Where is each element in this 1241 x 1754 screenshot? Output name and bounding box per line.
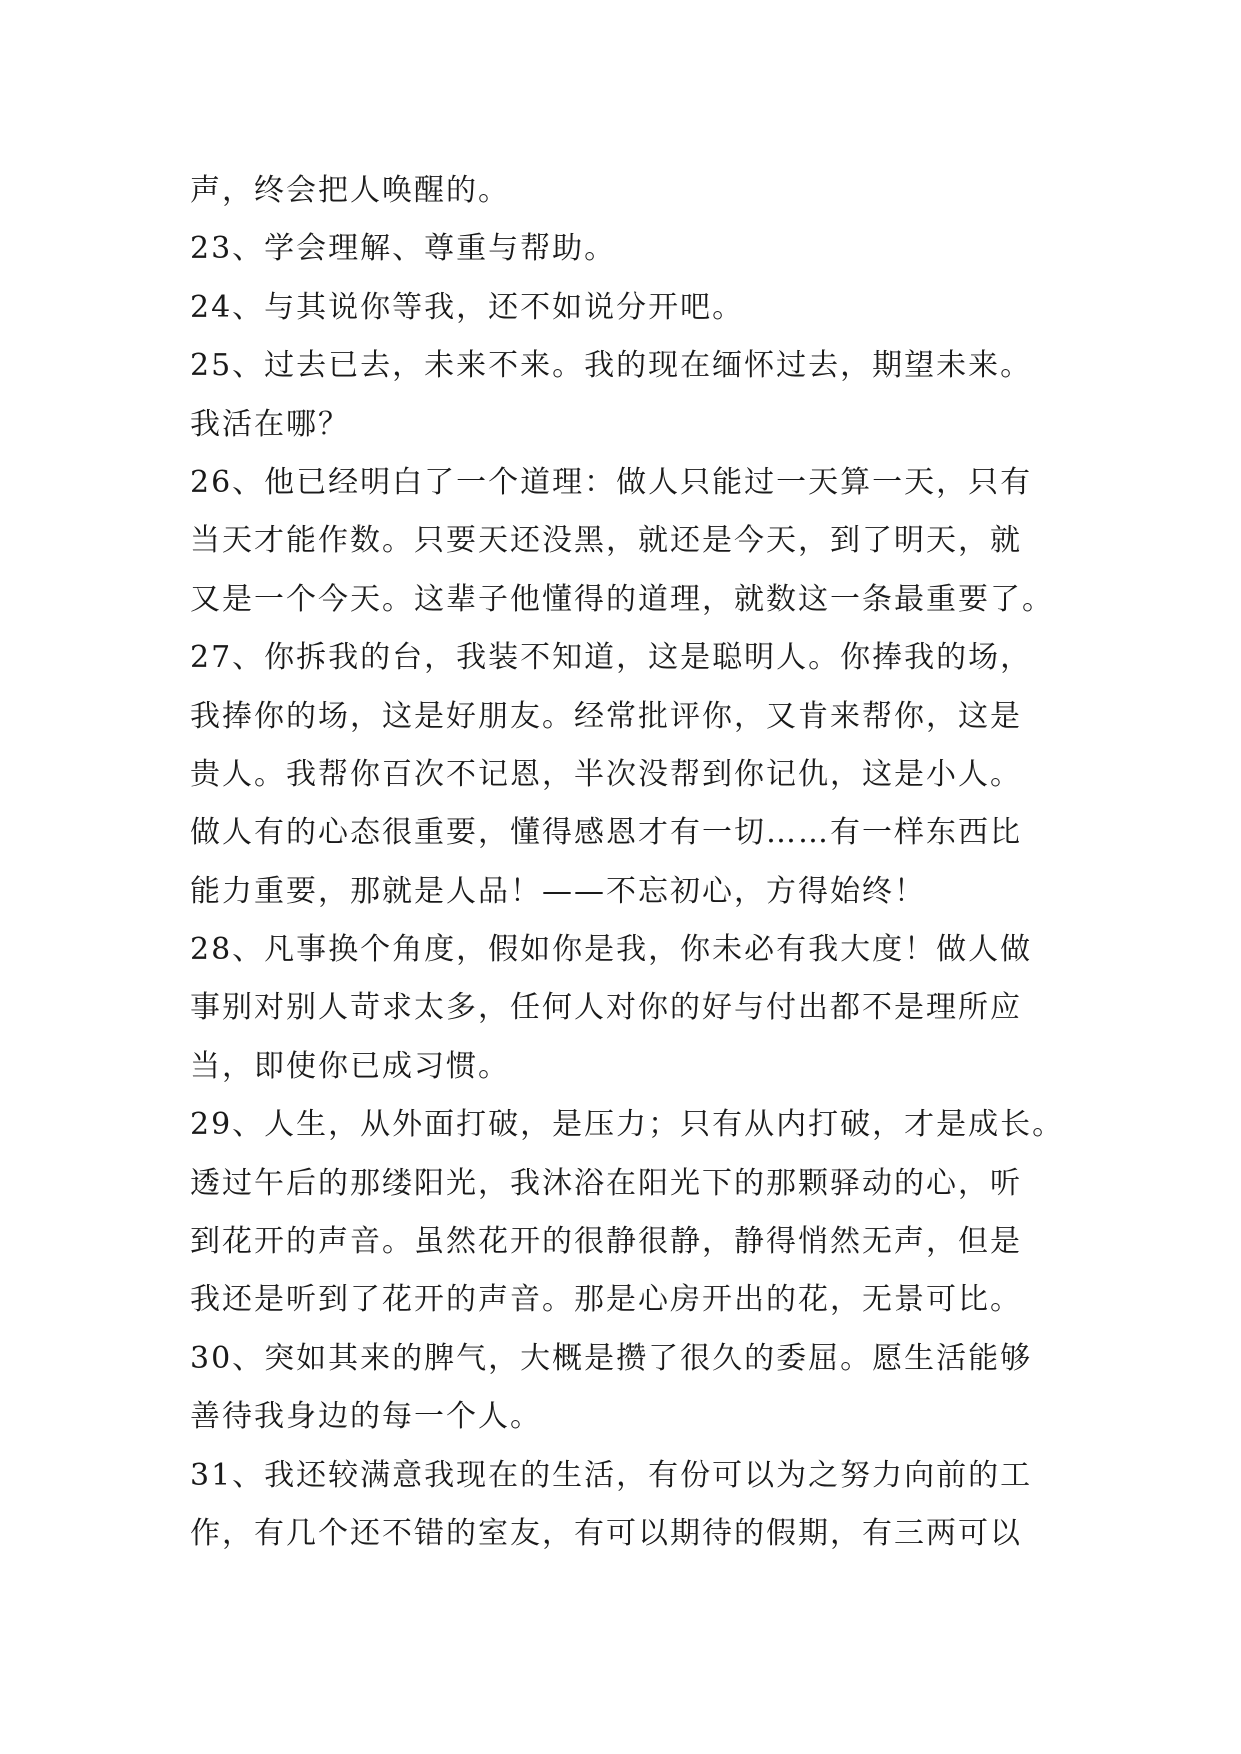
text-line: 23、学会理解、尊重与帮助。 (190, 231, 617, 267)
text-line: 当天才能作数。只要天还没黑，就还是今天，到了明天，就 (190, 523, 1022, 559)
text-line: 当，即使你已成习惯。 (190, 1048, 510, 1084)
text-line: 贵人。我帮你百次不记恩，半次没帮到你记仇，这是小人。 (190, 756, 1022, 792)
text-line: 善待我身边的每一个人。 (190, 1399, 542, 1435)
document-body (190, 162, 1090, 1563)
text-line: 我捧你的场，这是好朋友。经常批评你，又肯来帮你，这是 (190, 698, 1022, 734)
text-line: 声，终会把人唤醒的。 (190, 173, 510, 208)
text-line: 能力重要，那就是人品！——不忘初心，方得始终！ (190, 873, 926, 909)
text-line: 我还是听到了花开的声音。那是心房开出的花，无景可比。 (190, 1282, 1022, 1318)
text-line: 30、突如其来的脾气，大概是攒了很久的委屈。愿生活能够 (190, 1340, 1033, 1376)
text-line: 到花开的声音。虽然花开的很静很静，静得悄然无声，但是 (190, 1224, 1022, 1260)
text-line: 又是一个今天。这辈子他懂得的道理，就数这一条最重要了。 (190, 581, 1054, 617)
text-line: 31、我还较满意我现在的生活，有份可以为之努力向前的工 (190, 1457, 1033, 1493)
text-line: 28、凡事换个角度，假如你是我，你未必有我大度！做人做 (190, 932, 1033, 968)
text-line: 事别对别人苛求太多，任何人对你的好与付出都不是理所应 (190, 990, 1022, 1026)
text-line: 27、你拆我的台，我装不知道，这是聪明人。你捧我的场， (190, 640, 1033, 676)
text-line: 24、与其说你等我，还不如说分开吧。 (190, 289, 745, 325)
text-line: 我活在哪？ (190, 406, 350, 442)
text-line: 作，有几个还不错的室友，有可以期待的假期，有三两可以 (190, 1515, 1022, 1551)
text-line: 透过午后的那缕阳光，我沐浴在阳光下的那颗驿动的心，听 (190, 1165, 1022, 1201)
text-line: 25、过去已去，未来不来。我的现在缅怀过去，期望未来。 (190, 348, 1033, 384)
text-line: 26、他已经明白了一个道理：做人只能过一天算一天，只有 (190, 464, 1033, 500)
text-line: 做人有的心态很重要，懂得感恩才有一切……有一样东西比 (190, 815, 1022, 851)
text-line: 29、人生，从外面打破，是压力；只有从内打破，才是成长。 (190, 1107, 1065, 1143)
